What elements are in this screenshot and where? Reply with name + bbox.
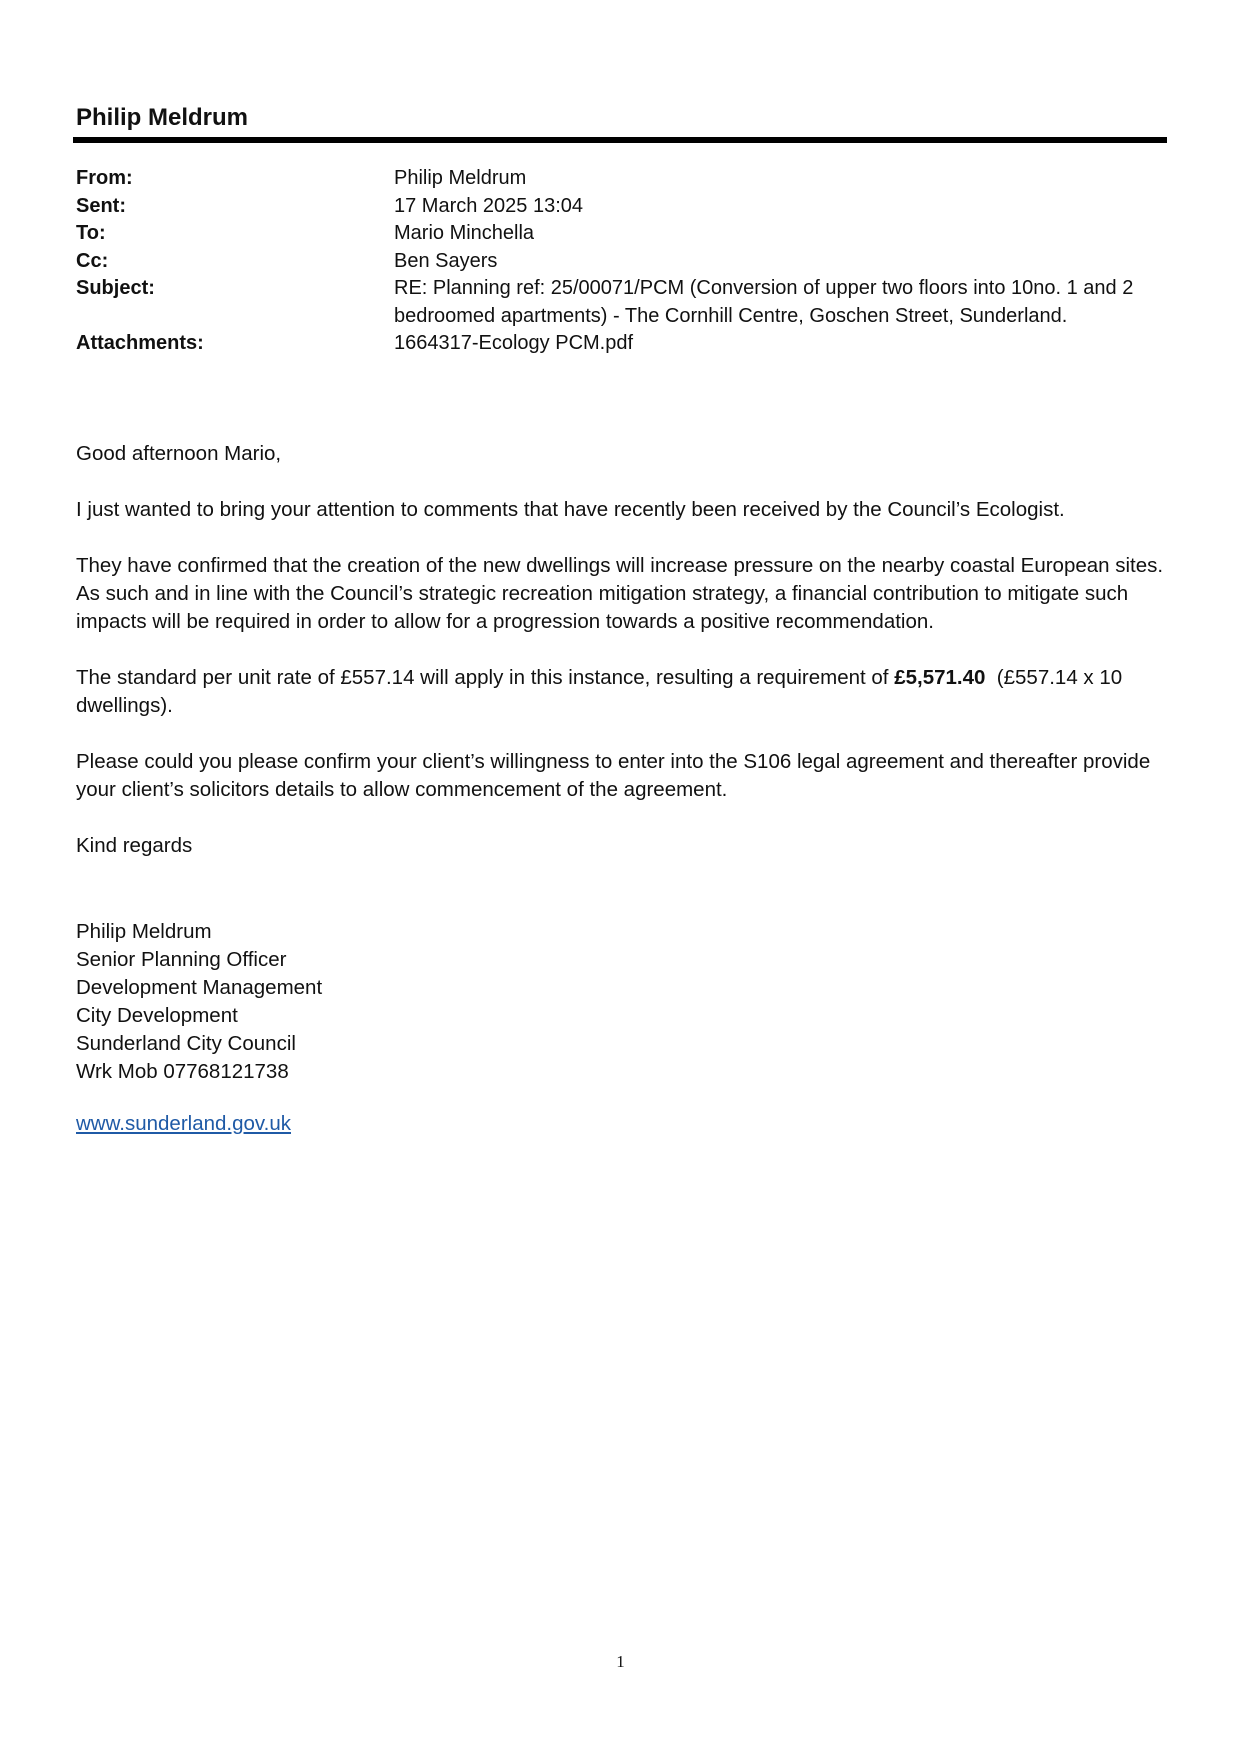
amount-text-before: The standard per unit rate of £557.14 will apply in this instance, resulting a requirement of bbox=[76, 666, 895, 689]
header-row-attachments bbox=[76, 330, 1166, 358]
header-label: To: bbox=[76, 222, 106, 244]
signature-organisation: Sunderland City Council bbox=[76, 1032, 296, 1055]
header-row-from bbox=[76, 165, 1166, 193]
signature-block bbox=[76, 918, 322, 1086]
signature-department: Development Management bbox=[76, 976, 323, 999]
email-headers bbox=[76, 165, 1166, 358]
greeting: Good afternoon Mario, bbox=[76, 442, 282, 465]
header-row-subject bbox=[76, 275, 1166, 330]
header-row-cc bbox=[76, 248, 1166, 276]
header-label: Subject: bbox=[76, 277, 155, 299]
header-value-attachment: 1664317-Ecology PCM.pdf bbox=[394, 332, 634, 354]
contribution-amount: £5,571.40 bbox=[894, 666, 986, 689]
signature-division: City Development bbox=[76, 1004, 238, 1027]
header-label: Attachments: bbox=[76, 332, 204, 354]
header-value-from: Philip Meldrum bbox=[394, 167, 527, 189]
page-number: 1 bbox=[616, 1652, 625, 1671]
header-value-to: Mario Minchella bbox=[394, 222, 535, 244]
signature-name: Philip Meldrum bbox=[76, 920, 212, 943]
email-body bbox=[76, 440, 1172, 888]
header-row-to bbox=[76, 220, 1166, 248]
sender-name-heading: Philip Meldrum bbox=[76, 104, 249, 131]
body-paragraph: They have confirmed that the creation of the new dwellings will increase pressure on the nearby coastal European sites. As such and in line with the Council’s strategic recreation mitigation strategy, a financial contribution to mitigate such impacts will be required in order to allow for a progression towards a positive recommendation. bbox=[76, 554, 1164, 633]
body-paragraph: I just wanted to bring your attention to comments that have recently been received by the Council’s Ecologist. bbox=[76, 498, 1065, 521]
header-label: Cc: bbox=[76, 249, 109, 272]
header-row-sent bbox=[76, 193, 1166, 221]
amount-text-after: (£557.14 x 10 dwellings). bbox=[76, 666, 1128, 717]
header-value-subject: RE: Planning ref: 25/00071/PCM (Conversion of upper two floors into 10no. 1 and 2 bedroomed apartments) - The Cornhill Centre, Goschen Street, Sunderland. bbox=[394, 277, 1134, 327]
header-label: Sent: bbox=[76, 194, 126, 217]
header-label: From: bbox=[76, 167, 133, 189]
header-divider bbox=[73, 137, 1167, 143]
header-value-cc: Ben Sayers bbox=[394, 249, 498, 272]
header-value-sent: 17 March 2025 13:04 bbox=[394, 194, 584, 217]
signature-phone: Wrk Mob 07768121738 bbox=[76, 1060, 289, 1083]
website-link[interactable]: www.sunderland.gov.uk bbox=[76, 1112, 291, 1135]
closing: Kind regards bbox=[76, 834, 193, 857]
body-paragraph-amount bbox=[76, 664, 1172, 720]
body-paragraph: Please could you please confirm your client’s willingness to enter into the S106 legal agreement and thereafter provide your client’s solicitors details to allow commencement of the agreement. bbox=[76, 750, 1151, 801]
signature-title: Senior Planning Officer bbox=[76, 948, 287, 971]
